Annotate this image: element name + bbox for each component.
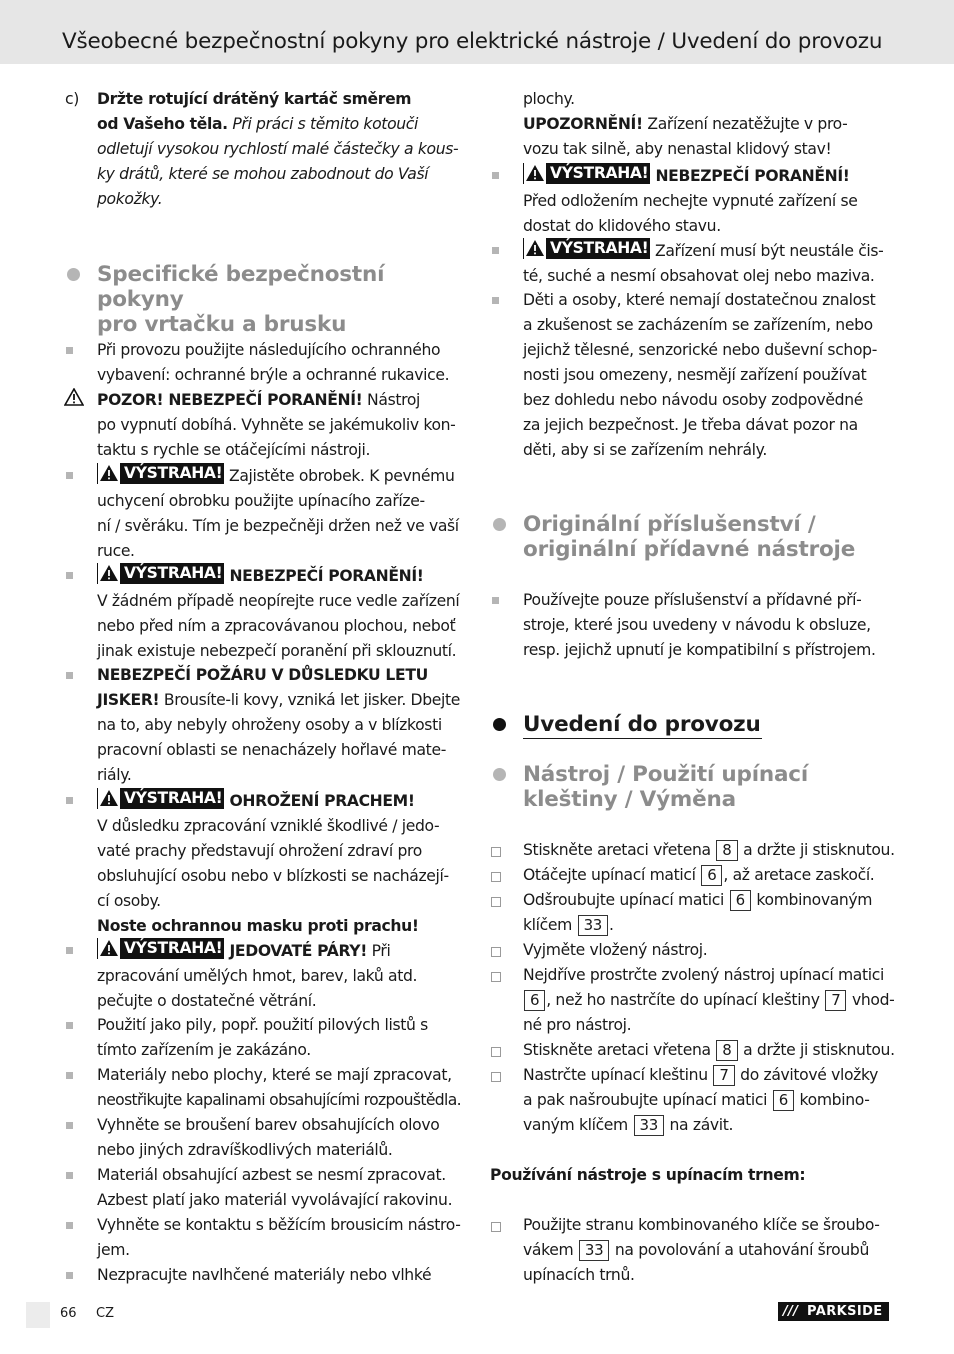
bullet-asbestos [97, 1163, 467, 1213]
bold-span: JISKER! [97, 691, 160, 709]
warning-triangle-icon [99, 939, 119, 957]
checkbox-icon [491, 1222, 501, 1232]
text-line: bez dohledu nebo návodu osoby zodpovědné [523, 391, 863, 409]
heading-bullet-icon [67, 268, 80, 281]
square-bullet-icon [492, 247, 499, 254]
text-line: jem. [97, 1241, 130, 1259]
part-ref: 33 [578, 915, 608, 936]
text-span: kombino- [794, 1091, 870, 1109]
text-span: Stiskněte aretaci vřetena [523, 1041, 716, 1059]
text-line: děti, aby si se zařízením nehrály. [523, 441, 767, 459]
bullet-no-saw [97, 1013, 467, 1063]
warning-badge [97, 563, 224, 584]
warning-triangle-icon [99, 789, 119, 807]
warning-badge [97, 938, 224, 959]
section-heading-accessories [523, 512, 903, 562]
text-span: Při [367, 942, 391, 960]
bold-span: NEBEZPEČÍ PORANĚNÍ! [650, 167, 850, 185]
step-press-spindle-lock [523, 838, 895, 863]
step-remove-tool [523, 938, 895, 963]
logo-text: PARKSIDE [807, 1304, 883, 1319]
warning-badge [523, 163, 650, 184]
text-span: . [608, 916, 614, 934]
c-italic-1: Při práci s těmito kotouči [227, 115, 418, 133]
text-line: Používejte pouze příslušenství a přídavné pří- [523, 591, 862, 609]
text-line: Vyjměte vložený nástroj. [523, 941, 708, 959]
bullet-wet-materials [97, 1263, 467, 1288]
warning-label: VÝSTRAHA! [124, 789, 223, 807]
text-line: V důsledku zpracování vzniklé škodlivé / jedo- [97, 817, 440, 835]
text-line: zpracování umělých hmot, barev, laků atd. [97, 967, 418, 985]
warning-triangle-icon [99, 464, 119, 482]
part-ref: 7 [713, 1065, 734, 1086]
text-line: Vyhněte se broušení barev obsahujících olovo [97, 1116, 440, 1134]
text-span: Zajistěte obrobek. K pevnému [224, 467, 455, 485]
text-line: neostřikujte kapalinami obsahujícími rozpouštědla. [97, 1091, 461, 1109]
text-line: plochy. [523, 90, 575, 108]
square-bullet-icon [66, 347, 73, 354]
square-bullet-icon [66, 1272, 73, 1279]
text-line: dostat do klidového stavu. [523, 217, 721, 235]
text-span: vaným klíčem [523, 1116, 633, 1134]
text-span: do závitové vložky [735, 1066, 878, 1084]
part-ref: 8 [716, 1040, 737, 1061]
step-turn-nut [523, 863, 895, 888]
step-attach-collet [523, 1063, 895, 1138]
bullet-children [523, 288, 895, 463]
bold-span: NEBEZPEČÍ PORANĚNÍ! [224, 567, 424, 585]
square-bullet-icon [66, 1222, 73, 1229]
text-span: Zařízení nezatěžujte v pro- [642, 115, 848, 133]
warning-triangle-icon [525, 239, 545, 257]
checkbox-icon [491, 1047, 501, 1057]
bullet-dust-hazard [97, 788, 467, 939]
bullet-injury-standstill [523, 163, 895, 239]
text-span: vákem [523, 1241, 578, 1259]
part-ref: 33 [579, 1240, 609, 1261]
heading-bullet-icon [493, 518, 506, 531]
heading-line-1: Originální příslušenství / [523, 512, 816, 537]
footer-tab [26, 1302, 50, 1328]
text-line: ruce. [97, 542, 135, 560]
section-heading-commissioning [523, 712, 762, 739]
page-title: Všeobecné bezpečnostní pokyny pro elektrické nástroje / Uvedení do provozu [62, 29, 883, 54]
square-bullet-icon [66, 472, 73, 479]
part-ref: 6 [701, 865, 722, 886]
warning-label: VÝSTRAHA! [124, 464, 223, 482]
text-line: nosti jsou omezeny, nesmějí zařízení používat [523, 366, 867, 384]
list-marker-c: c) [65, 90, 79, 108]
warning-triangle-icon [99, 564, 119, 582]
text-span: Stiskněte aretaci vřetena [523, 841, 716, 859]
caution-block [97, 388, 467, 463]
text-span: Otáčejte upínací maticí [523, 866, 701, 884]
bullet-no-solvents [97, 1063, 467, 1113]
heading-line-2: pro vrtačku a brusku [97, 312, 347, 337]
text-line: resp. jejichž upnutí je kompatibilní s přístrojem. [523, 641, 876, 659]
text-line: tímto zařízením je zakázáno. [97, 1041, 311, 1059]
heading-bullet-icon [493, 768, 506, 781]
part-ref: 6 [773, 1090, 794, 1111]
subheading-mandrel [490, 1163, 910, 1188]
text-span: Brousíte-li kovy, vzniká let jisker. Dbejte [159, 691, 460, 709]
heading-bullet-icon [493, 718, 506, 731]
part-ref: 8 [716, 840, 737, 861]
text-line: stroje, které jsou uvedeny v návodu k obsluze, [523, 616, 871, 634]
text-line: po vypnutí dobíhá. Vyhněte se jakémukoliv kon- [97, 416, 456, 434]
bullet-lead-paint [97, 1113, 467, 1163]
square-bullet-icon [66, 1172, 73, 1179]
text-line: né pro nástroj. [523, 1016, 632, 1034]
square-bullet-icon [66, 797, 73, 804]
text-span: na závit. [664, 1116, 734, 1134]
text-span: Zařízení musí být neustále čis- [650, 242, 884, 260]
warning-badge [523, 238, 650, 259]
bold-span: OHROŽENÍ PRACHEM! [224, 792, 415, 810]
text-line: pracovní oblasti se nenacházely hořlavé mate- [97, 741, 446, 759]
step-insert-tool [523, 963, 895, 1038]
step-use-key [523, 1213, 895, 1288]
text-line: Při provozu použijte následujícího ochranného [97, 341, 441, 359]
notice-label: UPOZORNĚNÍ! [523, 115, 643, 133]
text-span: kombinovaným [751, 891, 873, 909]
square-bullet-icon [66, 1022, 73, 1029]
bold-line: NEBEZPEČÍ POŽÁRU V DŮSLEDKU LETU [97, 666, 428, 684]
text-span: , až aretace zaskočí. [723, 866, 875, 884]
text-line: cí osoby. [97, 892, 161, 910]
text-line: V žádném případě neopírejte ruce vedle zařízení [97, 592, 460, 610]
text-line: nebo před ním a zpracovávanou plochou, neboť [97, 617, 456, 635]
part-ref: 6 [524, 990, 545, 1011]
warning-badge [97, 463, 224, 484]
text-line: na to, aby nebyly ohroženy osoby a v blízkosti [97, 716, 442, 734]
text-line: jinak existuje nebezpečí poranění při sklouznutí. [97, 642, 457, 660]
text-line: obsluhující osobu nebo v blízkosti se nacházejí- [97, 867, 449, 885]
bullet-secure-workpiece [97, 463, 467, 564]
bullet-fire-hazard [97, 663, 467, 788]
page-header [0, 0, 954, 64]
checkbox-icon [491, 947, 501, 957]
c-italic-3: ky drátů, které se mohou zabodnout do Vaší [97, 165, 429, 183]
part-ref: 33 [634, 1115, 664, 1136]
c-bold-2: od Vašeho těla. [97, 115, 228, 133]
text-line: ní / svěráku. Tím je bezpečněji držen než ve vaší [97, 517, 459, 535]
item-surfaces-continued [523, 87, 895, 162]
text-span: Nástroj [362, 391, 420, 409]
bold-line: Noste ochrannou masku proti prachu! [97, 917, 419, 935]
text-line: nebo jiných zdravíškodlivých materiálů. [97, 1141, 393, 1159]
text-line: riály. [97, 766, 132, 784]
c-bold-1: Držte rotující drátěný kartáč směrem [97, 90, 412, 108]
bullet-toxic-fumes [97, 938, 467, 1014]
warning-triangle-icon [525, 164, 545, 182]
text-line: Použijte stranu kombinovaného klíče se šroubo- [523, 1216, 880, 1234]
text-line: Použití jako pily, popř. použití pilových listů s [97, 1016, 428, 1034]
warning-label: VÝSTRAHA! [124, 939, 223, 957]
text-line: vaté prachy představují ohrožení zdraví pro [97, 842, 422, 860]
text-span: a držte ji stisknutou. [738, 1041, 895, 1059]
text-line: za jejich bezpečnost. Je třeba dávat pozor na [523, 416, 858, 434]
text-line: vozu tak silně, aby nenastal klidový stav! [523, 140, 832, 158]
bold-span: JEDOVATÉ PÁRY! [224, 942, 368, 960]
text-line: vybavení: ochranné brýle a ochranné rukavice. [97, 366, 450, 384]
square-bullet-icon [66, 672, 73, 679]
text-span: Odšroubujte upínací matici [523, 891, 729, 909]
warning-label: VÝSTRAHA! [124, 564, 223, 582]
checkbox-icon [491, 872, 501, 882]
text-line: Azbest platí jako materiál vyvolávající rakovinu. [97, 1191, 453, 1209]
text-line: Materiály nebo plochy, které se mají zpracovat, [97, 1066, 452, 1084]
part-ref: 6 [730, 890, 751, 911]
section-heading-specific [97, 262, 477, 337]
heading-line-2: originální přídavné nástroje [523, 537, 856, 562]
bullet-protective-equipment [97, 338, 467, 388]
text-line: té, suché a nesmí obsahovat olej nebo maziva. [523, 267, 875, 285]
c-italic-2: odletují vysokou rychlostí malé částečky a kous- [97, 140, 459, 158]
section-heading-collet [523, 762, 903, 812]
text-line: Nejdříve prostrčte zvolený nástroj upínací matici [523, 966, 884, 984]
text-span: Nastrčte upínací kleštinu [523, 1066, 713, 1084]
parkside-logo [778, 1302, 889, 1321]
bullet-injury-hands [97, 563, 467, 664]
step-press-spindle-lock-2 [523, 1038, 895, 1063]
text-line: upínacích trnů. [523, 1266, 635, 1284]
text-line: Vyhněte se kontaktu s běžícím brousicím nástro- [97, 1216, 461, 1234]
text-span: klíčem [523, 916, 577, 934]
square-bullet-icon [492, 172, 499, 179]
subheading-text: Používání nástroje s upínacím trnem: [490, 1166, 806, 1184]
item-c [97, 87, 467, 212]
checkbox-icon [491, 897, 501, 907]
square-bullet-icon [66, 572, 73, 579]
warning-label: VÝSTRAHA! [550, 239, 649, 257]
warning-badge [97, 788, 224, 809]
logo-stripes-icon: /// [783, 1304, 799, 1319]
checkbox-icon [491, 972, 501, 982]
text-span: , než ho nastrčíte do upínací kleštiny [546, 991, 825, 1009]
c-italic-4: pokožky. [97, 190, 163, 208]
checkbox-icon [491, 1072, 501, 1082]
text-span: na povolování a utahování šroubů [610, 1241, 869, 1259]
text-line: uchycení obrobku použijte upínacího zaříze- [97, 492, 425, 510]
square-bullet-icon [492, 297, 499, 304]
text-line: Před odložením nechejte vypnuté zařízení se [523, 192, 858, 210]
heading-line-1: Nástroj / Použití upínací [523, 762, 808, 787]
text-line: a zkušenost se zacházením se zařízením, nebo [523, 316, 873, 334]
warning-label: VÝSTRAHA! [550, 164, 649, 182]
text-line: taktu s rychle se otáčejícími nástroji. [97, 441, 371, 459]
bullet-use-accessories [523, 588, 895, 663]
warning-outline-icon [64, 388, 84, 414]
text-span: a pak našroubujte upínací matici [523, 1091, 772, 1109]
caution-label: POZOR! NEBEZPEČÍ PORANĚNÍ! [97, 391, 363, 409]
square-bullet-icon [66, 1122, 73, 1129]
heading-text: Uvedení do provozu [523, 712, 761, 737]
text-line: pečujte o dostatečné větrání. [97, 992, 317, 1010]
text-line: Nezpracujte navlhčené materiály nebo vlhké [97, 1266, 432, 1284]
heading-line-2: kleštiny / Výměna [523, 787, 736, 812]
checkbox-icon [491, 847, 501, 857]
bullet-running-tool [97, 1213, 467, 1263]
text-line: jejichž tělesné, senzorické nebo duševní schop- [523, 341, 877, 359]
bullet-keep-clean [523, 238, 895, 289]
text-line: Materiál obsahující azbest se nesmí zpracovat. [97, 1166, 446, 1184]
text-span: vhod- [847, 991, 895, 1009]
part-ref: 7 [825, 990, 846, 1011]
step-unscrew-nut [523, 888, 895, 938]
text-line: Děti a osoby, které nemají dostatečnou znalost [523, 291, 876, 309]
square-bullet-icon [66, 1072, 73, 1079]
page-number: 66 [60, 1306, 77, 1321]
language-code: CZ [96, 1306, 114, 1321]
square-bullet-icon [66, 947, 73, 954]
text-span: a držte ji stisknutou. [738, 841, 895, 859]
heading-line-1: Specifické bezpečnostní pokyny [97, 262, 385, 312]
square-bullet-icon [492, 597, 499, 604]
